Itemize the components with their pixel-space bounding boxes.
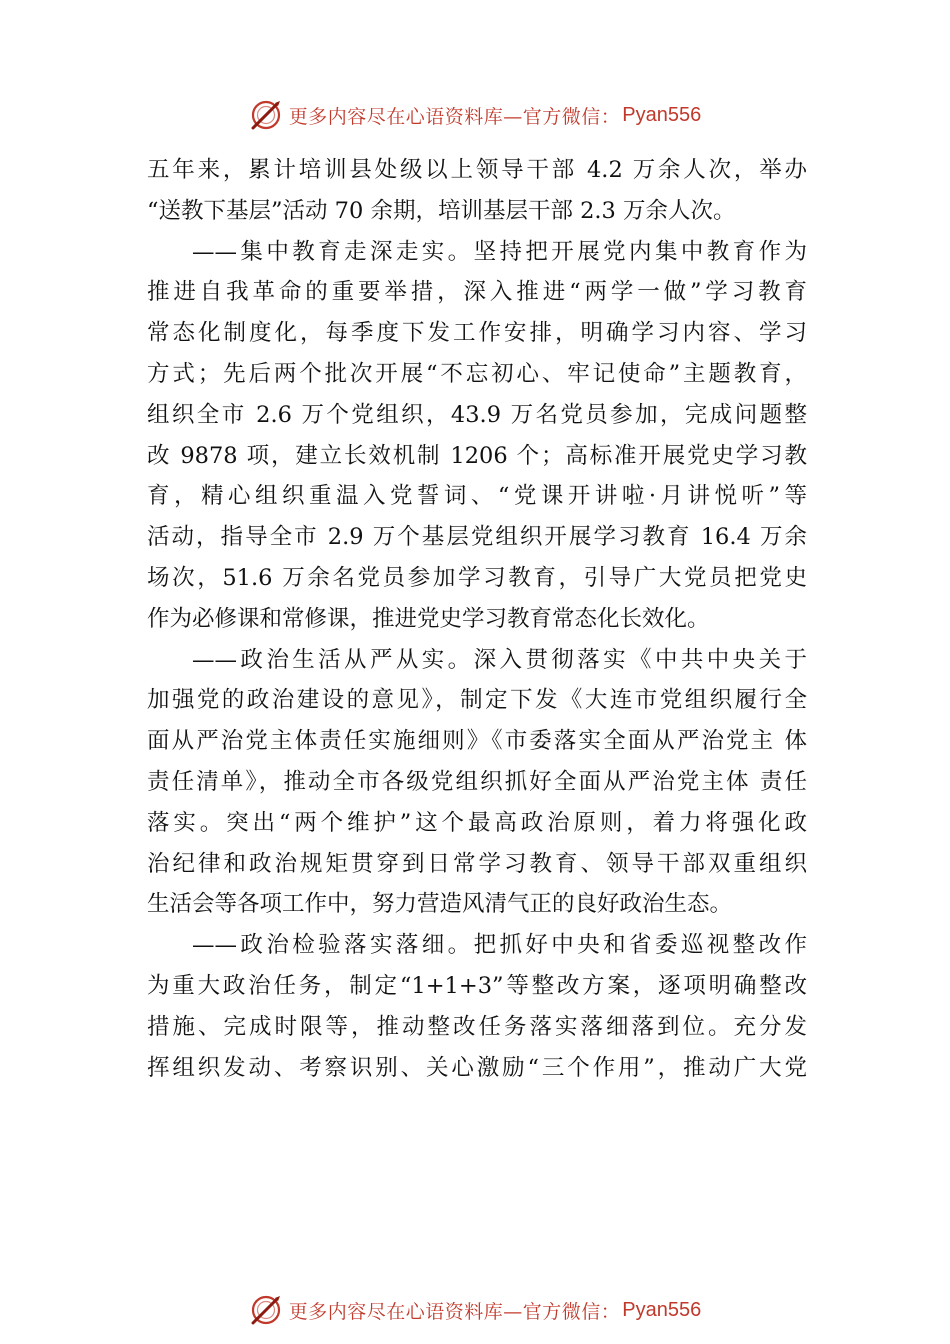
text-line: 方式；先后两个批次开展“不忘初心、牢记使命”主题教育， bbox=[147, 360, 807, 387]
text-line: 组织全市 2.6 万个党组织，43.9 万名党员参加，完成问题整 bbox=[147, 401, 807, 428]
watermark-wechat-id: Pyan556 bbox=[622, 1298, 702, 1321]
text-line: 挥组织发动、考察识别、关心激励“三个作用”，推动广大党 bbox=[147, 1054, 807, 1081]
text-line: 场次，51.6 万余名党员参加学习教育，引导广大党员把党史 bbox=[147, 564, 807, 591]
text-line: 作为必修课和常修课，推进党史学习教育常态化长效化。 bbox=[147, 605, 710, 632]
watermark-text: 更多内容尽在心语资料库—官方微信： bbox=[288, 105, 621, 128]
text-line: 推进自我革命的重要举措，深入推进“两学一做”学习教育 bbox=[147, 279, 807, 306]
text-line: “送教下基层”活动 70 余期，培训基层干部 2.3 万余人次。 bbox=[147, 197, 736, 224]
text-line: 活动，指导全市 2.9 万个基层党组织开展学习教育 16.4 万余 bbox=[147, 524, 807, 551]
brush-seal-icon bbox=[249, 98, 283, 132]
document-body bbox=[147, 150, 807, 1088]
watermark-text: 更多内容尽在心语资料库—官方微信： bbox=[288, 1300, 621, 1323]
text-line: 加强党的政治建设的意见》，制定下发《大连市党组织履行全 bbox=[147, 687, 807, 714]
text-line: 为重大政治任务，制定“1+1+3”等整改方案，逐项明确整改 bbox=[147, 972, 807, 999]
text-line: 治纪律和政治规矩贯穿到日常学习教育、领导干部双重组织 bbox=[147, 850, 807, 877]
text-line: 育，精心组织重温入党誓词、“党课开讲啦·月讲悦听”等 bbox=[147, 483, 807, 510]
text-line: 改 9878 项，建立长效机制 1206 个；高标准开展党史学习教 bbox=[147, 442, 807, 469]
watermark-header bbox=[0, 95, 950, 135]
text-line: 五年来，累计培训县处级以上领导干部 4.2 万余人次，举办 bbox=[147, 157, 807, 183]
text-line: 面从严治党主体责任实施细则》《市委落实全面从严治党主 体 bbox=[147, 728, 807, 755]
paragraph-first-line: ——集中教育走深走实。坚持把开展党内集中教育作为 bbox=[192, 238, 807, 265]
text-line: 措施、完成时限等，推动整改任务落实落细落到位。充分发 bbox=[147, 1013, 807, 1040]
text-line: 生活会等各项工作中，努力营造风清气正的良好政治生态。 bbox=[147, 891, 733, 918]
text-line: 责任清单》，推动全市各级党组织抓好全面从严治党主体 责任 bbox=[147, 768, 807, 795]
watermark-wechat-id: Pyan556 bbox=[622, 103, 702, 126]
text-line: 常态化制度化，每季度下发工作安排，明确学习内容、学习 bbox=[147, 320, 807, 347]
watermark-footer bbox=[0, 1290, 950, 1330]
paragraph-first-line: ——政治检验落实落细。把抓好中央和省委巡视整改作 bbox=[192, 932, 807, 959]
brush-seal-icon bbox=[249, 1293, 283, 1327]
text-line: 落实。突出“两个维护”这个最高政治原则，着力将强化政 bbox=[147, 809, 807, 836]
paragraph-first-line: ——政治生活从严从实。深入贯彻落实《中共中央关于 bbox=[192, 646, 807, 673]
